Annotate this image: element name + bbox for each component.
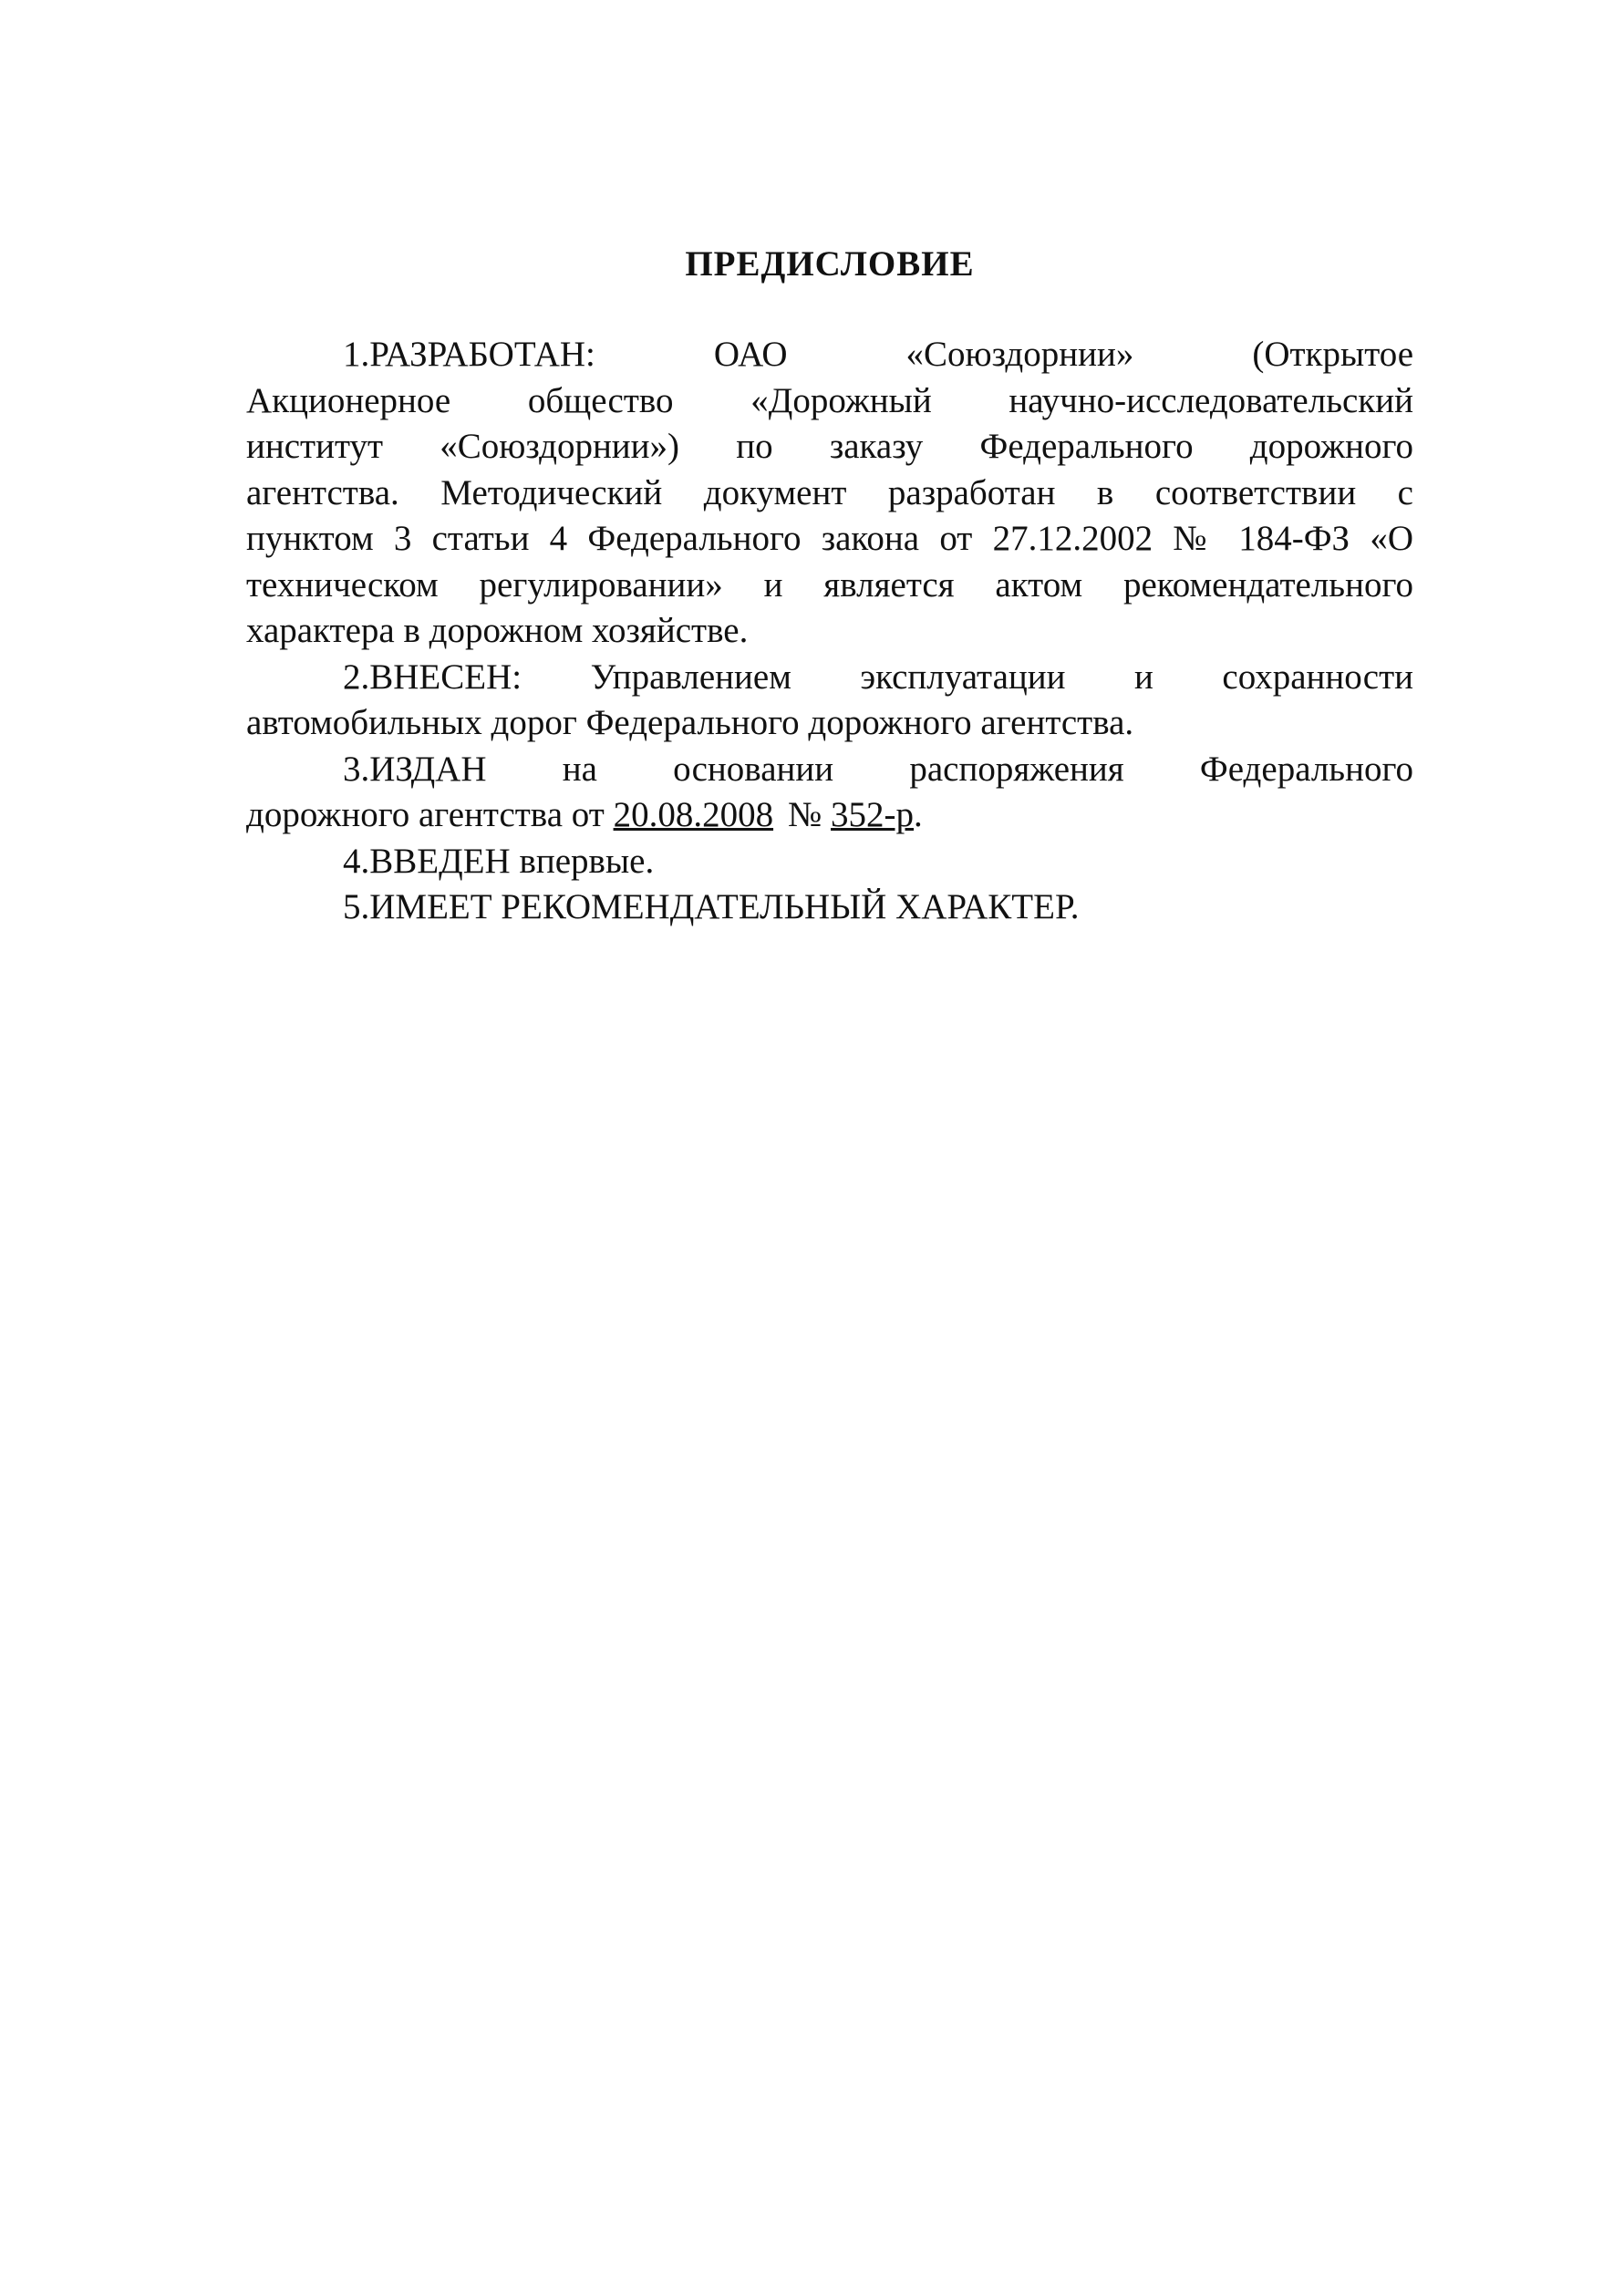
paragraph-1-line-5: пунктом 3 статьи 4 Федерального закона от 27.12.2002 № 184-ФЗ «О: [246, 519, 1413, 558]
paragraph-5-line-1: 5.ИМЕЕТ РЕКОМЕНДАТЕЛЬНЫЙ ХАРАКТЕР.: [343, 887, 1080, 926]
paragraph-1-line-1: [246, 332, 1413, 378]
paragraph-3-line-1: 3.ИЗДАН на основании распоряжения Федерального: [343, 749, 1413, 789]
paragraph-2-line-2: автомобильных дорог Федерального дорожного агентства.: [246, 703, 1134, 742]
paragraph-4-line-1: 4.ВВЕДЕН впервые.: [343, 841, 655, 881]
paragraph-3-issued: [246, 747, 1413, 839]
org-type: ОАО: [713, 335, 788, 374]
paragraph-1-line-7: характера в дорожном хозяйстве.: [246, 611, 749, 650]
paragraph-1-line-6: техническом регулировании» и является актом рекомендательного: [246, 564, 1413, 605]
document-content: [246, 239, 1413, 931]
paragraph-3-line-2: [246, 792, 1413, 839]
org-name: «Союздорнии»: [905, 335, 1134, 374]
paragraph-1-line-3: институт «Союздорнии») по заказу Федерального дорожного: [246, 427, 1413, 466]
paragraph-2-line-1: 2.ВНЕСЕН: Управлением эксплуатации и сохранности: [343, 657, 1413, 697]
paragraph-1-line-2: Акционерное общество «Дорожный научно-исследовательский: [246, 380, 1413, 420]
issued-agency-text: дорожного агентства от: [246, 795, 614, 834]
sentence-end: .: [914, 795, 923, 834]
paragraph-4-introduced-first: [246, 839, 1413, 885]
paragraph-2-introduced: [246, 655, 1413, 747]
paragraph-1-developed: [246, 332, 1413, 655]
paragraph-1-line-4: агентства. Методический документ разработан в соответствии с: [246, 472, 1413, 512]
order-date: 20.08.2008: [613, 795, 774, 834]
paragraph-5-recommendatory: [246, 884, 1413, 931]
page-title: ПРЕДИСЛОВИЕ: [685, 244, 975, 284]
order-number: 352-р: [831, 795, 915, 834]
developed-label: 1.РАЗРАБОТАН:: [343, 335, 595, 374]
number-sign: №: [788, 795, 832, 834]
org-desc-start: (Открытое: [1252, 335, 1414, 374]
